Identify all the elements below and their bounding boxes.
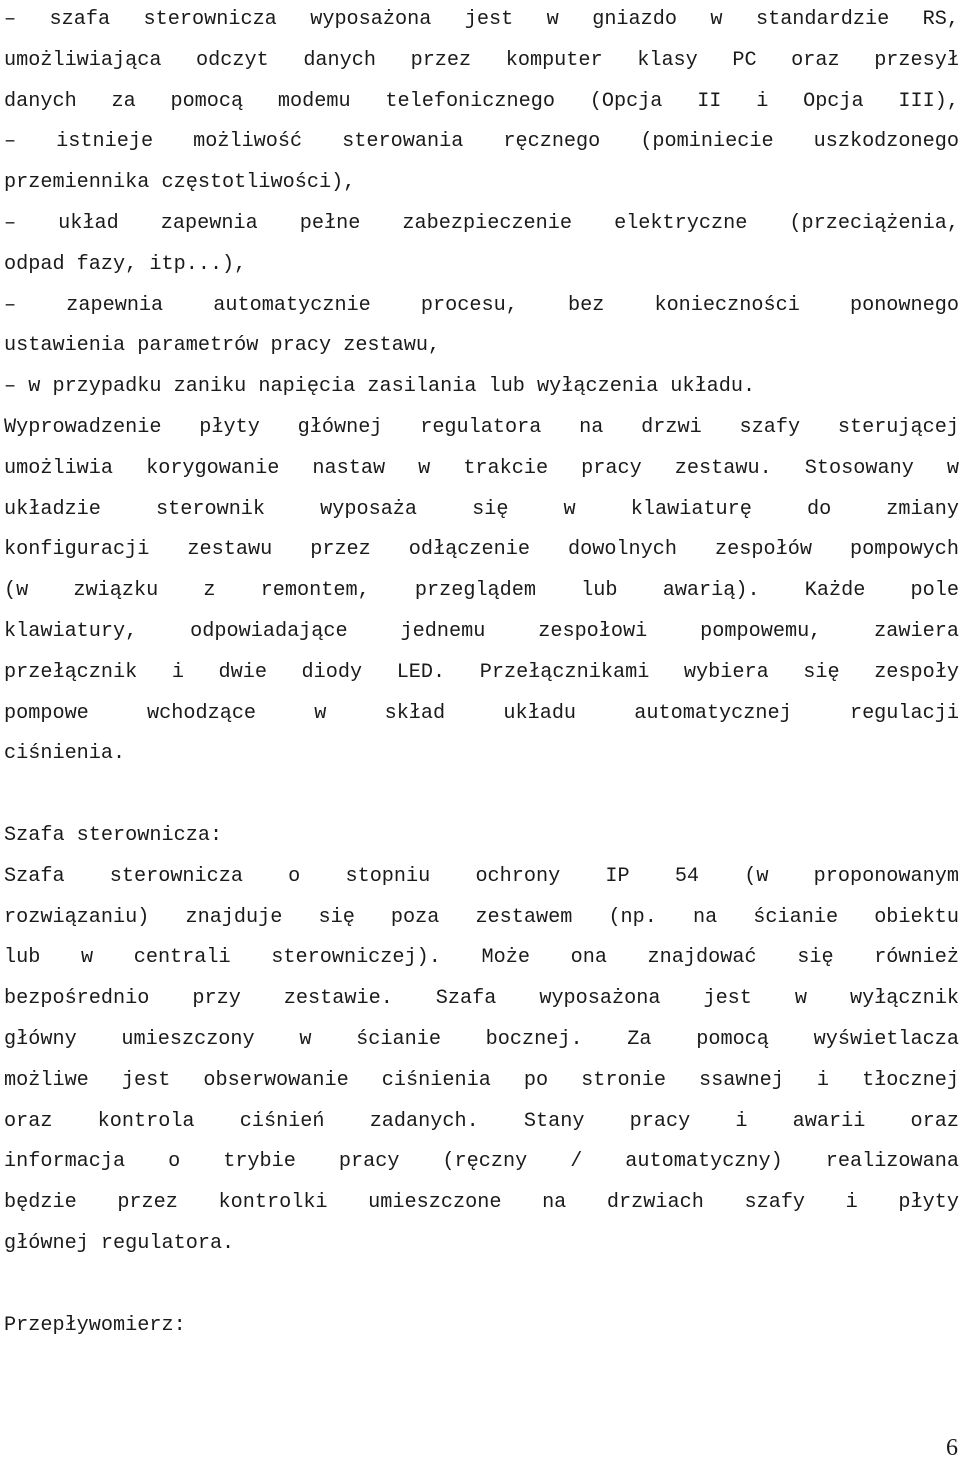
text-line: rozwiązaniu) znajduje się poza zestawem (np. na ścianie obiektu: [4, 905, 959, 929]
text-line: ustawienia parametrów pracy zestawu,: [4, 334, 441, 358]
page-number: 6: [946, 1435, 958, 1461]
section-heading: Przepływomierz:: [4, 1313, 186, 1337]
text-line: układzie sterownik wyposaża się w klawiaturę do zmiany: [4, 497, 959, 521]
text-line: umożliwia korygowanie nastaw w trakcie pracy zestawu. Stosowany w: [4, 456, 959, 480]
text-line: lub w centrali sterowniczej). Może ona znajdować się również: [4, 946, 959, 970]
blank-line: [4, 775, 959, 816]
text-line: oraz kontrola ciśnień zadanych. Stany pracy i awarii oraz: [4, 1109, 959, 1133]
text-line: będzie przez kontrolki umieszczone na drzwiach szafy i płyty: [4, 1191, 959, 1215]
section-heading: Szafa sterownicza:: [4, 823, 223, 847]
text-line: Wyprowadzenie płyty głównej regulatora na drzwi szafy sterującej: [4, 415, 959, 439]
text-line: – zapewnia automatycznie procesu, bez konieczności ponownego: [4, 293, 959, 317]
text-line: konfiguracji zestawu przez odłączenie dowolnych zespołów pompowych: [4, 538, 959, 562]
document-page: [4, 0, 959, 1346]
blank-line: [4, 1265, 959, 1306]
features-paragraph: [4, 0, 959, 775]
text-line: informacja o trybie pracy (ręczny / automatyczny) realizowana: [4, 1150, 959, 1174]
text-line: – układ zapewnia pełne zabezpieczenie elektryczne (przeciążenia,: [4, 211, 959, 235]
text-line: przełącznik i dwie diody LED. Przełącznikami wybiera się zespoły: [4, 660, 959, 684]
text-line: możliwe jest obserwowanie ciśnienia po stronie ssawnej i tłocznej: [4, 1068, 959, 1092]
text-line: umożliwiająca odczyt danych przez komputer klasy PC oraz przesył: [4, 48, 959, 72]
text-line: Szafa sterownicza o stopniu ochrony IP 54 (w proponowanym: [4, 864, 959, 888]
text-line: bezpośrednio przy zestawie. Szafa wyposażona jest w wyłącznik: [4, 987, 959, 1011]
przeplywomierz-section: [4, 1306, 959, 1347]
text-line: głównej regulatora.: [4, 1231, 235, 1255]
szafa-section: [4, 816, 959, 1265]
text-line: – szafa sterownicza wyposażona jest w gniazdo w standardzie RS,: [4, 8, 959, 31]
text-line: (w związku z remontem, przeglądem lub awarią). Każde pole: [4, 579, 959, 603]
text-line: ciśnienia.: [4, 742, 126, 766]
text-line: klawiatury, odpowiadające jednemu zespołowi pompowemu, zawiera: [4, 619, 959, 643]
text-line: główny umieszczony w ścianie bocznej. Za pomocą wyświetlacza: [4, 1027, 959, 1051]
text-line: – istnieje możliwość sterowania ręcznego (pominiecie uszkodzonego: [4, 130, 959, 154]
text-line: – w przypadku zaniku napięcia zasilania lub wyłączenia układu.: [4, 375, 756, 399]
text-line: pompowe wchodzące w skład układu automatycznej regulacji: [4, 701, 959, 725]
text-line: przemiennika częstotliwości),: [4, 171, 356, 195]
text-line: odpad fazy, itp...),: [4, 252, 247, 276]
text-line: danych za pomocą modemu telefonicznego (Opcja II i Opcja III),: [4, 89, 959, 113]
